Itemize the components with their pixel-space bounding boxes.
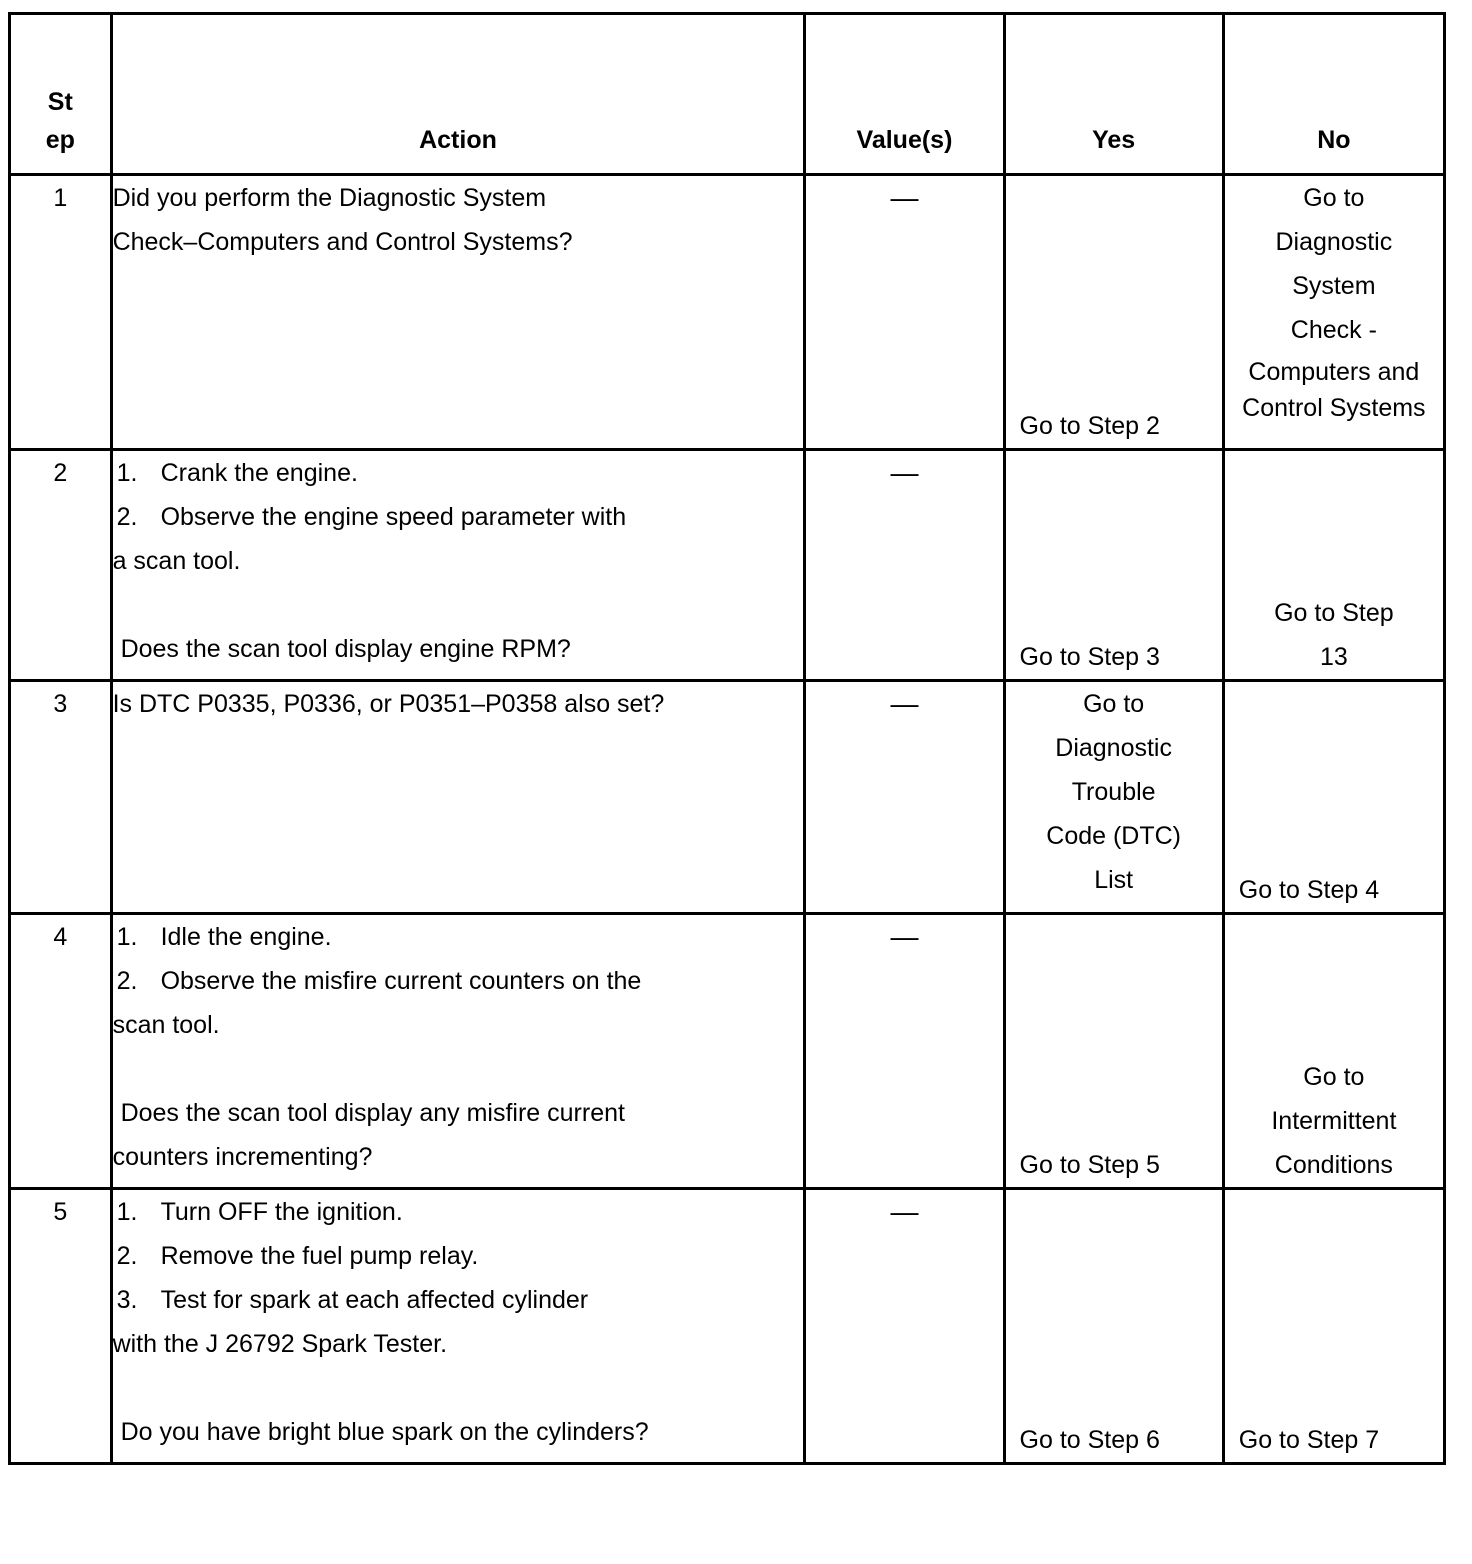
- action-list-item: [113, 1234, 804, 1278]
- yes-goto-link: Go to Step 6: [1019, 1426, 1160, 1454]
- no-cell: [1223, 681, 1444, 914]
- yes-cell: [1004, 914, 1223, 1189]
- step-number: 2: [10, 450, 112, 681]
- action-cell: [111, 450, 805, 681]
- step-number: 3: [10, 681, 112, 914]
- no-goto-line: Conditions: [1274, 1151, 1393, 1179]
- item-number: 2.: [116, 503, 138, 531]
- yes-cell: [1004, 175, 1223, 450]
- action-question: Does the scan tool display engine RPM?: [120, 635, 571, 663]
- header-action: Action: [111, 14, 805, 175]
- action-list-item: [113, 1190, 804, 1234]
- no-goto-line: Go to: [1303, 1063, 1365, 1091]
- item-text: Remove the fuel pump relay.: [160, 1242, 479, 1270]
- item-number: 1.: [116, 459, 138, 487]
- action-question: Do you have bright blue spark on the cylinders?: [120, 1418, 649, 1446]
- action-cell: [111, 175, 805, 450]
- header-no: No: [1223, 14, 1444, 175]
- table-row: [10, 914, 1445, 1189]
- action-continuation: scan tool.: [112, 1011, 220, 1039]
- no-goto-line: Diagnostic: [1275, 228, 1393, 256]
- yes-goto-link: Go to Step 5: [1019, 1151, 1160, 1179]
- no-goto-line: System: [1292, 272, 1376, 300]
- action-continuation: a scan tool.: [112, 547, 241, 575]
- no-goto-line: Go to Step: [1274, 599, 1394, 627]
- item-text: Observe the misfire current counters on the: [160, 967, 642, 995]
- no-cell: [1223, 914, 1444, 1189]
- action-text: Check–Computers and Control Systems?: [112, 228, 573, 256]
- no-goto-line: Check -: [1290, 316, 1377, 344]
- no-cell: [1223, 1189, 1444, 1464]
- no-goto-line: Go to: [1303, 184, 1365, 212]
- yes-goto-line: List: [1094, 866, 1134, 894]
- yes-goto-link: Go to Step 3: [1019, 643, 1160, 671]
- item-text: Test for spark at each affected cylinder: [160, 1286, 589, 1314]
- action-list-item: [113, 1278, 804, 1322]
- action-text: Is DTC P0335, P0336, or P0351–P0358 also set?: [112, 690, 665, 718]
- value-cell: —: [805, 681, 1004, 914]
- value-cell: —: [805, 450, 1004, 681]
- action-list-item: [113, 959, 804, 1003]
- step-number: 1: [10, 175, 112, 450]
- header-row: [10, 14, 1445, 175]
- item-number: 1.: [116, 1198, 138, 1226]
- value-cell: —: [805, 1189, 1004, 1464]
- item-number: 2.: [116, 967, 138, 995]
- item-text: Turn OFF the ignition.: [160, 1198, 403, 1226]
- no-goto-line: Intermittent: [1271, 1107, 1397, 1135]
- header-yes: Yes: [1004, 14, 1223, 175]
- table-row: [10, 175, 1445, 450]
- yes-goto-line: Trouble: [1071, 778, 1156, 806]
- no-goto-line: 13: [1319, 643, 1348, 671]
- action-text: Did you perform the Diagnostic System: [112, 184, 547, 212]
- action-list-item: [113, 451, 804, 495]
- item-text: Crank the engine.: [160, 459, 358, 487]
- action-list-item: [113, 495, 804, 539]
- action-question-continuation: counters incrementing?: [112, 1143, 373, 1171]
- no-goto-line: Control Systems: [1242, 394, 1426, 422]
- item-text: Idle the engine.: [160, 923, 332, 951]
- step-number: 5: [10, 1189, 112, 1464]
- no-goto-link: Go to Step 7: [1238, 1426, 1380, 1454]
- action-continuation: with the J 26792 Spark Tester.: [112, 1330, 448, 1358]
- no-cell: [1223, 175, 1444, 450]
- yes-cell: [1004, 450, 1223, 681]
- action-cell: [111, 681, 805, 914]
- item-number: 2.: [116, 1242, 138, 1270]
- item-number: 3.: [116, 1286, 138, 1314]
- yes-cell: [1004, 681, 1223, 914]
- step-number: 4: [10, 914, 112, 1189]
- no-goto-line: Computers and: [1248, 358, 1420, 386]
- item-text: Observe the engine speed parameter with: [160, 503, 627, 531]
- yes-goto-link: Go to Step 2: [1019, 412, 1160, 440]
- no-cell: [1223, 450, 1444, 681]
- item-number: 1.: [116, 923, 138, 951]
- table-row: [10, 450, 1445, 681]
- table-row: [10, 1189, 1445, 1464]
- yes-cell: [1004, 1189, 1223, 1464]
- action-cell: [111, 914, 805, 1189]
- yes-goto-line: Code (DTC): [1046, 822, 1182, 850]
- header-step: St ep: [10, 14, 112, 175]
- action-question: Does the scan tool display any misfire current: [120, 1099, 625, 1127]
- action-cell: [111, 1189, 805, 1464]
- table-row: [10, 681, 1445, 914]
- value-cell: —: [805, 175, 1004, 450]
- value-cell: —: [805, 914, 1004, 1189]
- yes-goto-line: Diagnostic: [1055, 734, 1172, 762]
- yes-goto-line: Go to: [1083, 690, 1145, 718]
- diagnostic-table: [8, 12, 1446, 1465]
- no-goto-link: Go to Step 4: [1238, 876, 1380, 904]
- header-values: Value(s): [805, 14, 1004, 175]
- action-list-item: [113, 915, 804, 959]
